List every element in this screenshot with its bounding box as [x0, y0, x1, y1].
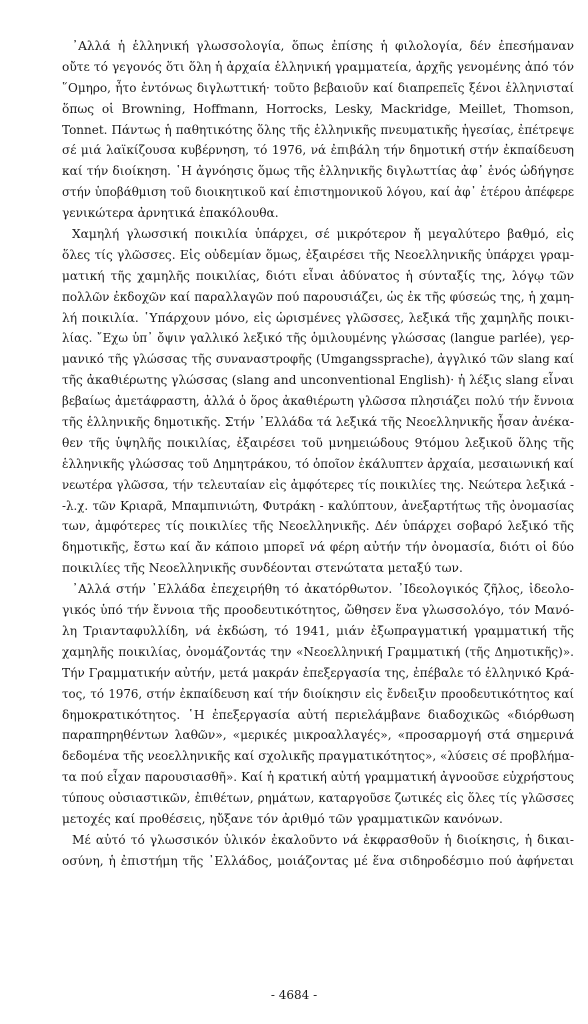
text-line: βεβαίως ἀμετάφραστη, ἀλλά ὁ ὅρος ἀκαθιέρωτη γλῶσσα πλησιάζει πολύ τήν ἔννοια — [62, 394, 574, 409]
text-line: παραπηρηθέντων λαθῶν», «μερικές μικροαλλαγές», «προσαρμογή στά σημερινά — [62, 728, 574, 743]
text-line: δημοκρατικότητος. ῾Η ἐπεξεργασία αὐτή περιελάμβανε διαδοχικῶς «διόρθωση — [62, 707, 574, 722]
text-line: νεωτέρα γλῶσσα, τήν τελευταίαν εἰς ἀμφότερες τίς ποικιλίες της. Νεώτερα λεξικά - — [62, 477, 574, 492]
text-line: τος, τό 1976, στήν ἐκπαίδευση καί τήν διοίκησιν εἰς ἔνδειξιν προοδευτικότητος καί — [62, 686, 574, 701]
text-line: λίας. ῎Εχω ὑπ᾽ ὄψιν γαλλικό λεξικό τῆς ὁμιλουμένης γλώσσας (langue parlée), γερ- — [62, 331, 574, 346]
text-line: -λ.χ. τῶν Κριαρᾶ, Μπαμπινιώτη, Φυτράκη - καλύπτουν, ἀνεξαρτήτως τῆς ὀνομασίας — [62, 498, 574, 513]
text-line: τύπους οὐσιαστικῶν, ἐπιθέτων, ρημάτων, καταργοῦσε ζωτικές εἰς ὅλες τίς γλῶσσες — [62, 791, 574, 806]
text-line: ματική τῆς χαμηλῆς ποικιλίας, διότι εἶναι ἀδύνατος ἡ σύνταξίς της, λόγῳ τῶν — [62, 268, 574, 283]
text-line: ᾽Αλλά ἡ ἑλληνική γλωσσολογία, ὅπως ἐπίσης ἡ φιλολογία, δέν ἐπεσήμαναν — [72, 39, 574, 53]
text-line: ἑλληνικῆς γλώσσας τοῦ Δημητράκου, τό ὁποῖον ἐκάλυπτεν ἀρχαία, μεσαιωνική καί — [62, 456, 574, 471]
paragraph-4 — [62, 830, 574, 872]
text-line: Μέ αὐτό τό γλωσσικόν ὑλικόν ἐκαλοῦντο νά ἐκφρασθοῦν ἡ διοίκησις, ἡ δικαι- — [72, 832, 574, 847]
text-line: μετοχές καί προθέσεις, ηὔξανε τόν ἀριθμό τῶν γραμματικῶν κανόνων. — [62, 811, 503, 826]
text-line: μανικό τῆς γλώσσας τῆς συναναστροφῆς (Umgangssprache), ἀγγλικό τῶν slang καί — [62, 352, 574, 367]
text-line: ὅλες τίς γλῶσσες. Εἰς οὐδεμίαν ὅμως, ἐξαιρέσει τῆς Νεοελληνικῆς ὑπάρχει γραμ- — [62, 247, 574, 262]
text-line: τα πού εἶχαν παρουσιασθῆ». Καί ἡ κρατική αὐτή γραμματική ἀγνοοῦσε εὐχρήστους — [62, 770, 574, 785]
text-line: ᾽Αλλά στήν ᾽Ελλάδα ἐπεχειρήθη τό ἀκατόρθωτον. ᾽Ιδεολογικός ζῆλος, ἰδεολο- — [72, 582, 574, 597]
text-line: δημοτικῆς, ἔστω καί ἄν κάποιο μπορεῖ νά φέρη αὐτήν τήν ὀνομασία, διότι οἱ δύο — [62, 540, 574, 555]
text-line: στήν ὑποβάθμιση τοῦ διοικητικοῦ καί ἐπιστημονικοῦ λόγου, καί ἀφ᾽ ἑτέρου ἀπέφερε — [62, 185, 574, 200]
text-line: Τήν Γραμματικήν αὐτήν, μετά μακράν ἐπεξεργασία της, ἐπέβαλε τό ἑλληνικό Κρά- — [62, 665, 574, 680]
text-line: λή ποικιλία. ῾Υπάρχουν μόνο, εἰς ὡρισμένες γλῶσσες, λεξικά τῆς χαμηλῆς ποικι- — [62, 310, 574, 325]
text-line: καί τήν διοίκηση. ῾Η ἀγνόησις ὅμως τῆς ἑλληνικῆς διγλωττίας ἀφ᾽ ἑνός ὡδήγησε — [62, 164, 574, 179]
paragraph-2 — [62, 224, 574, 579]
text-line: λη Τριανταφυλλίδη, νά ἐκδώση, τό 1941, μιάν ἐξωπραγματική γραμματική τῆς — [62, 623, 574, 638]
text-line: οὔτε τό γεγονός ὅτι ὅλη ἡ ἀρχαία ἑλληνική γραμματεία, ἀρχῆς γενομένης ἀπό τόν — [62, 59, 574, 74]
text-line: ποικιλίες τῆς Νεοελληνικῆς συνδέονται στενώτατα μεταξύ των. — [62, 561, 463, 576]
text-line: χαμηλῆς ποικιλίας, ὀνομάζοντάς την «Νεοελληνική Γραμματική (τῆς Δημοτικῆς)». — [62, 644, 574, 659]
text-line: δεδομένα τῆς νεοελληνικῆς καί σχολικῆς πραγματικότητος», «λύσεις σέ προβλήμα- — [62, 749, 574, 764]
paragraph-3 — [62, 579, 574, 830]
text-line: Tonnet. Πάντως ἡ παθητικότης ὅλης τῆς ἑλληνικῆς πνευματικῆς ἡγεσίας, ἐπέτρεψε — [62, 122, 574, 137]
paragraph-1 — [62, 36, 574, 224]
text-line: τῆς ἑλληνικῆς δημοτικῆς. Στήν ᾽Ελλάδα τά λεξικά τῆς Νεοελληνικῆς ἦσαν ἀνέκα- — [62, 415, 574, 430]
body-text — [62, 36, 574, 872]
text-line: σέ μιά λαϊκίζουσα κυβέρνηση, τό 1976, νά ἐπιβάλη τήν δημοτική στήν ἐκπαίδευση — [62, 143, 574, 158]
text-line: των, ἀμφότερες τίς ποικιλίες τῆς Νεοελληνικῆς. Δέν ὑπάρχει σοβαρό λεξικό τῆς — [62, 519, 574, 534]
text-line: πολλῶν ἐκδοχῶν καί παραλλαγῶν πού παρουσιάζει, ὡς ἐκ τῆς φύσεώς της, ἡ χαμη- — [62, 289, 574, 304]
text-line: θεν τῆς ὑψηλῆς ποικιλίας, ἐξαιρέσει τοῦ μνημειώδους 9τόμου λεξικοῦ ὅλης τῆς — [62, 435, 574, 450]
text-line: τῆς ἀκαθιέρωτης γλώσσας (slang and unconventional English)· ἡ λέξις slang εἶναι — [62, 373, 574, 388]
text-line: Χαμηλή γλωσσική ποικιλία ὑπάρχει, σέ μικρότερον ἤ μεγαλύτερο βαθμό, εἰς — [72, 227, 574, 242]
page-number: - 4684 - — [270, 988, 318, 1002]
text-line: γικός ὑπό τήν ἔννοια τῆς προοδευτικότητος, ὤθησεν ἕνα γλωσσολόγο, τόν Μανό- — [62, 603, 574, 618]
text-line: γενικώτερα ἀρνητικά ἐπακόλουθα. — [62, 206, 279, 221]
text-line: ῞Ομηρο, ἦτο ἐντόνως διγλωττική· τοῦτο βεβαιοῦν καί διαπρεπεῖς ξένοι ἑλληνισταί — [62, 80, 574, 95]
text-line: ὅπως οἱ Browning, Hoffmann, Horrocks, Lesky, Mackridge, Meillet, Thomson, — [62, 101, 574, 116]
text-line: οσύνη, ἡ ἐπιστήμη τῆς ᾽Ελλάδος, μοιάζοντας μέ ἕνα σιδηροδέσμιο πού ἀφήνεται — [62, 853, 574, 868]
